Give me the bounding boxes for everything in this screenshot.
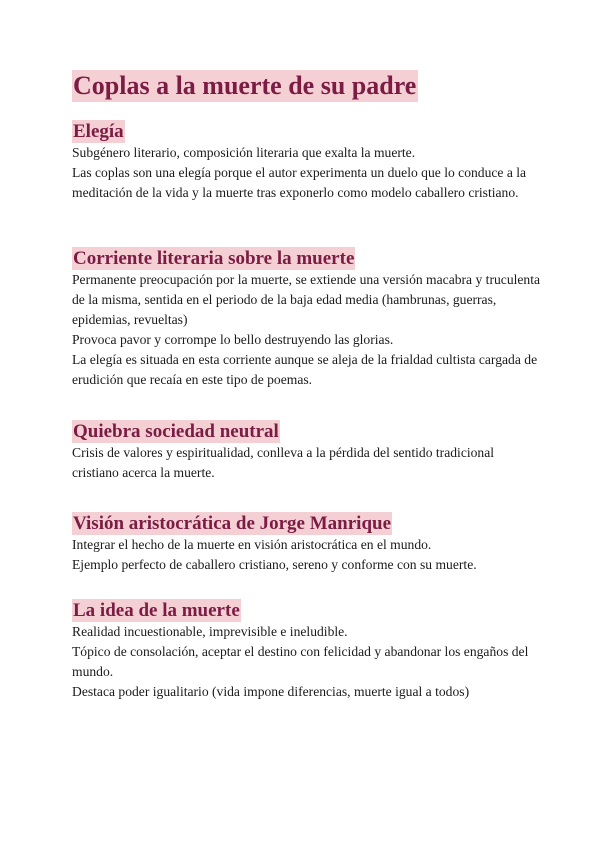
paragraph: Crisis de valores y espiritualidad, conlleva a la pérdida del sentido tradicional cristiano acerca la muerte. (72, 445, 495, 480)
document-title: Coplas a la muerte de su padre (73, 71, 417, 100)
section-vision-aristocratica (72, 512, 542, 575)
paragraph: Destaca poder igualitario (vida impone diferencias, muerte igual a todos) (72, 684, 470, 699)
document-page (72, 70, 542, 699)
section-quiebra-sociedad (72, 420, 542, 483)
section-elegia (72, 120, 542, 203)
section-corriente-literaria (72, 247, 542, 390)
paragraph: Ejemplo perfecto de caballero cristiano, sereno y conforme con su muerte. (72, 557, 477, 572)
paragraph: La elegía es situada en esta corriente aunque se aleja de la frialdad cultista cargada de erudición que recaía en este tipo de poemas. (72, 352, 538, 387)
section-heading: Elegía (73, 121, 124, 142)
paragraph: Tópico de consolación, aceptar el destino con felicidad y abandonar los engaños del mundo. (72, 644, 529, 679)
paragraph: Integrar el hecho de la muerte en visión aristocrática en el mundo. (72, 537, 432, 552)
section-idea-muerte (72, 599, 542, 702)
paragraph: Las coplas son una elegía porque el autor experimenta un duelo que lo conduce a la meditación de la vida y la muerte tras exponerlo como modelo caballero cristiano. (72, 165, 527, 200)
paragraph: Subgénero literario, composición literaria que exalta la muerte. (72, 145, 416, 160)
section-heading: Visión aristocrática de Jorge Manrique (73, 513, 392, 534)
section-heading: Corriente literaria sobre la muerte (73, 248, 355, 269)
section-heading: La idea de la muerte (73, 600, 240, 621)
paragraph: Realidad incuestionable, imprevisible e ineludible. (72, 624, 348, 639)
section-heading: Quiebra sociedad neutral (73, 421, 279, 442)
paragraph: Permanente preocupación por la muerte, se extiende una versión macabra y truculenta de la misma, sentida en el periodo de la baja edad media (hambrunas, guerras, epidemias, revueltas) (72, 272, 541, 327)
paragraph: Provoca pavor y corrompe lo bello destruyendo las glorias. (72, 332, 394, 347)
